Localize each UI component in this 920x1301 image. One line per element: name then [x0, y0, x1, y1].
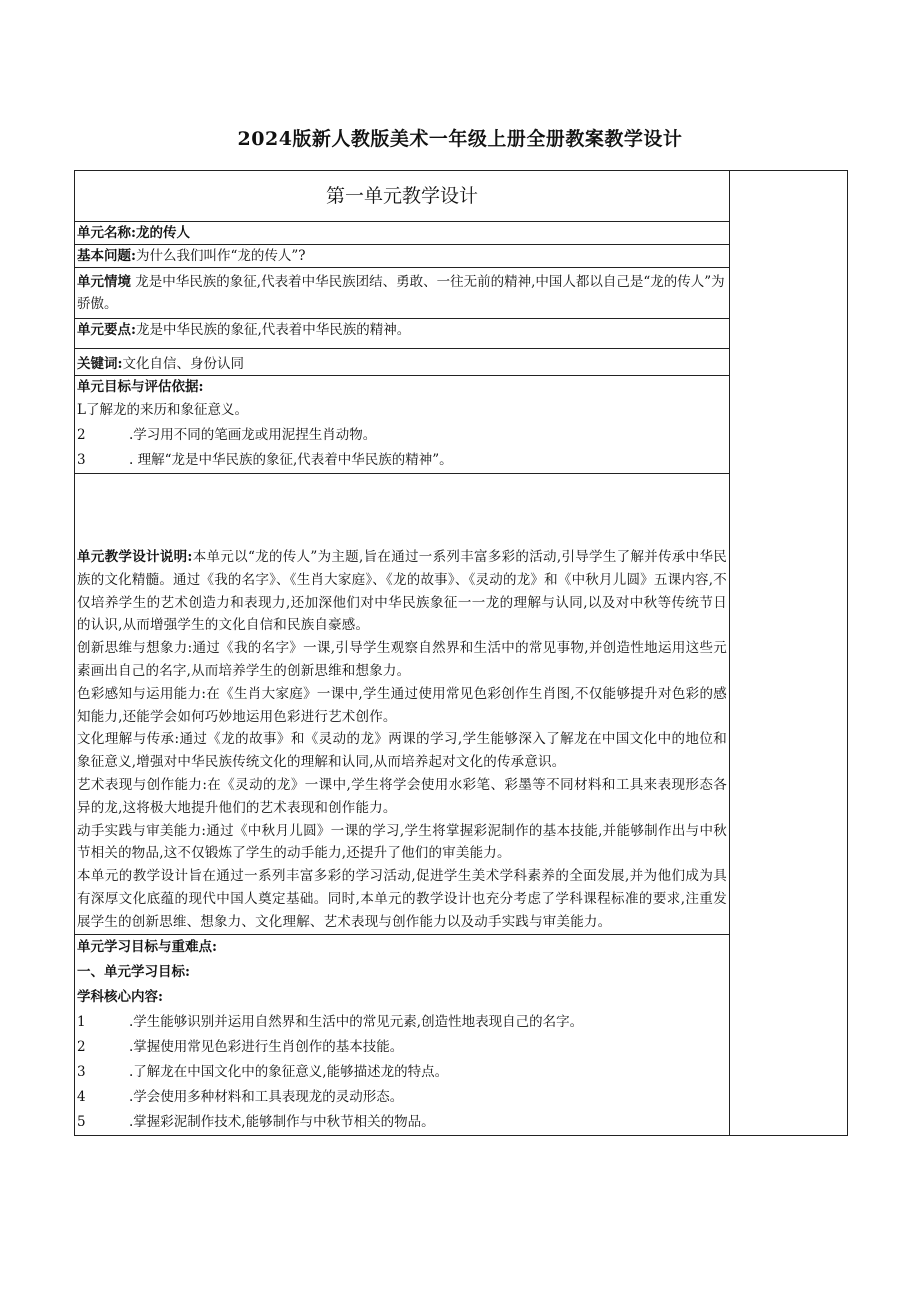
design-intro-text: 本单元以“龙的传人”为主题,旨在通过一系列丰富多彩的活动,引导学生了解并传承中华民族的文化精髓。通过《我的名字》、《生肖大家庭》、《龙的故事》、《灵动的龙》和《中秋月儿圆》五课内容,不仅培养学生的艺术创造力和表现力,还加深他们对中华民族象征一一龙的理解与认同,以及对中秋等传统节日的认识,从而增强学生的文化自信和民族自豪感。 [77, 549, 727, 634]
key-points-label: 单元要点: [77, 322, 136, 338]
design-paragraph: 艺术表现与创作能力:在《灵动的龙》一课中,学生将学会使用水彩笔、彩墨等不同材料和工具来表现形态各异的龙,这将极大地提升他们的艺术表现和创作能力。 [77, 776, 727, 816]
goals-item [77, 398, 727, 423]
learning-item [77, 1060, 727, 1085]
design-paragraph: 创新思维与想象力:通过《我的名字》一课,引导学生观察自然界和生活中的常见事物,并创造性地运用这些元素画出自己的名字,从而培养学生的创新思维和想象力。 [77, 640, 727, 679]
goals-item-text: .学习用不同的笔画龙或用泥捏生肖动物。 [129, 427, 377, 443]
design-intro [77, 546, 727, 637]
unit-name-label: 单元名称: [77, 225, 136, 241]
design-section [75, 474, 730, 935]
learning-item-text: .学会使用多种材料和工具表现龙的灵动形态。 [129, 1088, 404, 1105]
lesson-plan-table [74, 170, 848, 1136]
learning-item-num: 3 [77, 1063, 86, 1080]
keywords-label: 关键词: [77, 356, 123, 372]
learning-item-text: .掌握使用常见色彩进行生肖创作的基本技能。 [129, 1038, 404, 1055]
document-title: 2024版新人教版美术一年级上册全册教案教学设计 [237, 128, 683, 150]
design-paragraph: 色彩感知与运用能力:在《生肖大家庭》一课中,学生通过使用常见色彩创作生肖图,不仅能够提升对色彩的感知能力,还能学会如何巧妙地运用色彩进行艺术创作。 [77, 685, 727, 725]
learning-section [75, 934, 730, 1135]
learning-item [77, 1110, 727, 1135]
side-column [730, 171, 848, 1136]
learning-heading: 单元学习目标与重难点: [77, 938, 217, 955]
goals-item-text: . 理解“龙是中华民族的象征,代表着中华民族的精神”。 [129, 452, 453, 468]
learning-item-num: 4 [77, 1088, 86, 1105]
learning-item [77, 1085, 727, 1110]
goals-heading: 单元目标与评估依据: [77, 379, 204, 395]
scenario-row [75, 268, 730, 319]
basic-question-value: 为什么我们叫作“龙的传人”? [135, 248, 306, 264]
goals-item-num: 2 [77, 427, 86, 443]
goals-item [77, 423, 727, 448]
design-paragraph: 动手实践与审美能力:通过《中秋月儿圆》一课的学习,学生将掌握彩泥制作的基本技能,并能够制作出与中秋节相关的物品,这不仅锻炼了学生的动手能力,还提升了他们的审美能力。 [77, 822, 727, 862]
learning-item-num: 1 [77, 1013, 86, 1030]
goals-section [75, 376, 730, 474]
unit-name-value: 龙的传人 [135, 225, 190, 241]
learning-item-text: .学生能够识别并运用自然界和生活中的常见元素,创造性地表现自己的名字。 [129, 1013, 584, 1030]
design-paragraph: 本单元的教学设计旨在通过一系列丰富多彩的学习活动,促进学生美术学科素养的全面发展,并为他们成为具有深厚文化底蕴的现代中国人奠定基础。同时,本单元的教学设计也充分考虑了学科课程标准的要求,注重发展学生的创新思维、想象力、文化理解、艺术表现与创作能力以及动手实践与审美能力。 [77, 868, 727, 930]
learning-item-num: 2 [77, 1038, 86, 1055]
design-paragraph: 文化理解与传承:通过《龙的故事》和《灵动的龙》两课的学习,学生能够深入了解龙在中国文化中的地位和象征意义,增强对中华民族传统文化的理解和认同,从而培养起对文化的传承意识。 [77, 731, 727, 771]
basic-question-row [75, 245, 730, 268]
goals-item-num: 3 [77, 452, 86, 468]
learning-item-num: 5 [77, 1113, 86, 1130]
basic-question-label: 基本问题: [77, 248, 136, 264]
unit-title: 第一单元教学设计 [75, 171, 730, 222]
learning-sub2: 学科核心内容: [77, 988, 163, 1005]
keywords-value: 文化自信、身份认同 [122, 356, 244, 372]
learning-sub1: 一、单元学习目标: [77, 963, 190, 980]
key-points-row [75, 319, 730, 349]
keywords-row [75, 349, 730, 376]
learning-item-text: .了解龙在中国文化中的象征意义,能够描述龙的特点。 [129, 1063, 449, 1080]
goals-item-text: L了解龙的来历和象征意义。 [77, 402, 248, 418]
learning-item [77, 1010, 727, 1035]
learning-item-text: .掌握彩泥制作技术,能够制作与中秋节相关的物品。 [129, 1113, 435, 1130]
learning-item [77, 1035, 727, 1060]
design-label: 单元教学设计说明: [77, 549, 193, 565]
key-points-value: 龙是中华民族的象征,代表着中华民族的精神。 [135, 322, 411, 338]
unit-name-row [75, 222, 730, 245]
scenario-value: 龙是中华民族的象征,代表着中华民族团结、勇敢、一往无前的精神,中国人都以自己是“龙的传人”为骄傲。 [77, 274, 725, 312]
scenario-label: 单元情境 [77, 274, 131, 290]
design-spacer [77, 474, 727, 546]
goals-item [77, 448, 727, 473]
